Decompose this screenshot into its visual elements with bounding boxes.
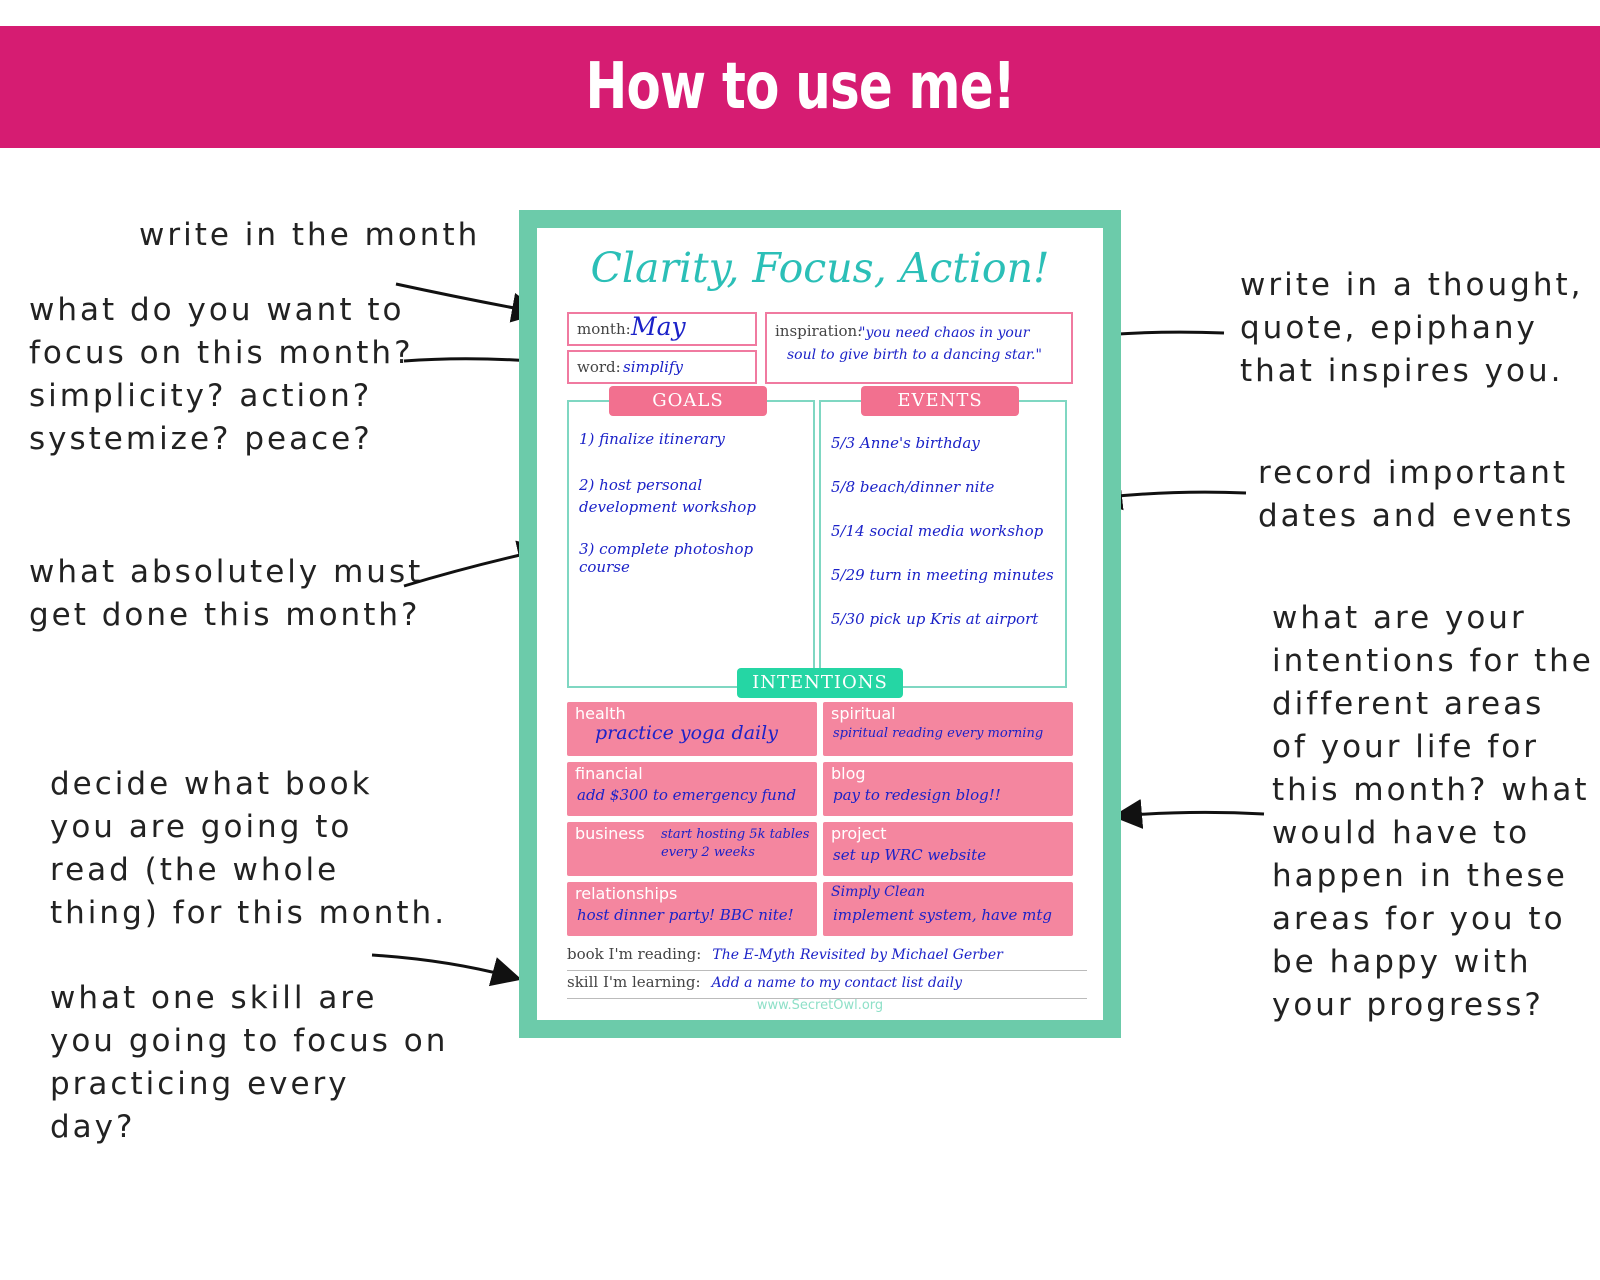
skill-label: skill I'm learning:: [567, 973, 701, 991]
intention-value: implement system, have mtg: [833, 906, 1052, 924]
inspiration-label: inspiration:: [775, 322, 863, 340]
skill-value: Add a name to my contact list daily: [711, 975, 963, 991]
planner-inner: [537, 228, 1103, 1020]
intention-blog: [823, 762, 1073, 816]
intention-value: spiritual reading every morning: [833, 726, 1044, 741]
word-box: [567, 350, 757, 384]
intention-category: spiritual: [831, 704, 896, 723]
intention-spiritual: [823, 702, 1073, 756]
book-line: [567, 944, 1087, 971]
intention-category: Simply Clean: [831, 884, 925, 900]
arrow-book: [372, 955, 516, 978]
goal-item: 3) complete photoshop course: [579, 540, 754, 576]
intention-category: financial: [575, 764, 643, 783]
intention-value: host dinner party! BBC nite!: [577, 906, 794, 924]
footer-url: www.SecretOwl.org: [756, 998, 884, 1013]
goal-item: 2) host personal development workshop: [579, 476, 756, 516]
month-box: [567, 312, 757, 346]
skill-line: [567, 972, 1087, 999]
intention-value: practice yoga daily: [595, 722, 778, 744]
intention-value: set up WRC website: [833, 846, 987, 864]
note-skill: what one skill are you going to focus on practicing every day?: [50, 980, 449, 1145]
intention-health: [567, 702, 817, 756]
arrow-intentions: [1118, 812, 1264, 816]
intention-category: project: [831, 824, 887, 843]
event-item: 5/29 turn in meeting minutes: [831, 566, 1054, 584]
event-item: 5/14 social media workshop: [831, 522, 1044, 540]
month-label: month:: [577, 320, 631, 338]
book-value: The E-Myth Revisited by Michael Gerber: [712, 947, 1003, 963]
intentions-header: INTENTIONS: [737, 668, 903, 698]
note-dates: record important dates and events: [1258, 455, 1575, 534]
note-book: decide what book you are going to read (the whole thing) for this month.: [50, 766, 448, 931]
intention-value: pay to redesign blog!!: [833, 786, 1001, 804]
intention-category: health: [575, 704, 626, 723]
intention-category: blog: [831, 764, 866, 783]
intention-category: relationships: [575, 884, 678, 903]
intention-relationships: [567, 882, 817, 936]
planner-title: Clarity, Focus, Action!: [590, 244, 1050, 292]
events-header: EVENTS: [861, 386, 1019, 416]
intention-project: [823, 822, 1073, 876]
inspiration-value: "you need chaos in your soul to give birth to a dancing star.": [787, 325, 1042, 363]
intention-business: [567, 822, 817, 876]
note-focus: what do you want to focus on this month? simplicity? action? systemize? peace?: [29, 292, 414, 457]
intention-simply-clean: [823, 882, 1073, 936]
book-label: book I'm reading:: [567, 945, 702, 963]
intention-financial: [567, 762, 817, 816]
planner-sheet: [519, 210, 1121, 1038]
intention-category: business: [575, 824, 645, 843]
note-thought: write in a thought, quote, epiphany that inspires you.: [1240, 267, 1584, 389]
month-value: May: [631, 312, 686, 341]
event-item: 5/3 Anne's birthday: [831, 434, 980, 452]
note-intentions: what are your intentions for the different areas of your life for this month? what would have to happen in these areas for you to be happy with your progress?: [1272, 600, 1594, 1023]
intention-value: start hosting 5k tables every 2 weeks: [661, 827, 810, 860]
goals-header: GOALS: [609, 386, 767, 416]
word-label: word:: [577, 358, 621, 376]
event-item: 5/30 pick up Kris at airport: [831, 610, 1039, 628]
word-value: simplify: [623, 358, 683, 376]
note-month: write in the month: [139, 217, 481, 253]
arrow-month: [396, 284, 536, 312]
intention-value: add $300 to emergency fund: [577, 786, 797, 804]
event-item: 5/8 beach/dinner nite: [831, 478, 995, 496]
inspiration-box: [765, 312, 1073, 384]
page-title: How to use me!: [585, 50, 1015, 124]
note-must: what absolutely must get done this month?: [29, 554, 424, 633]
goal-item: 1) finalize itinerary: [579, 430, 725, 448]
